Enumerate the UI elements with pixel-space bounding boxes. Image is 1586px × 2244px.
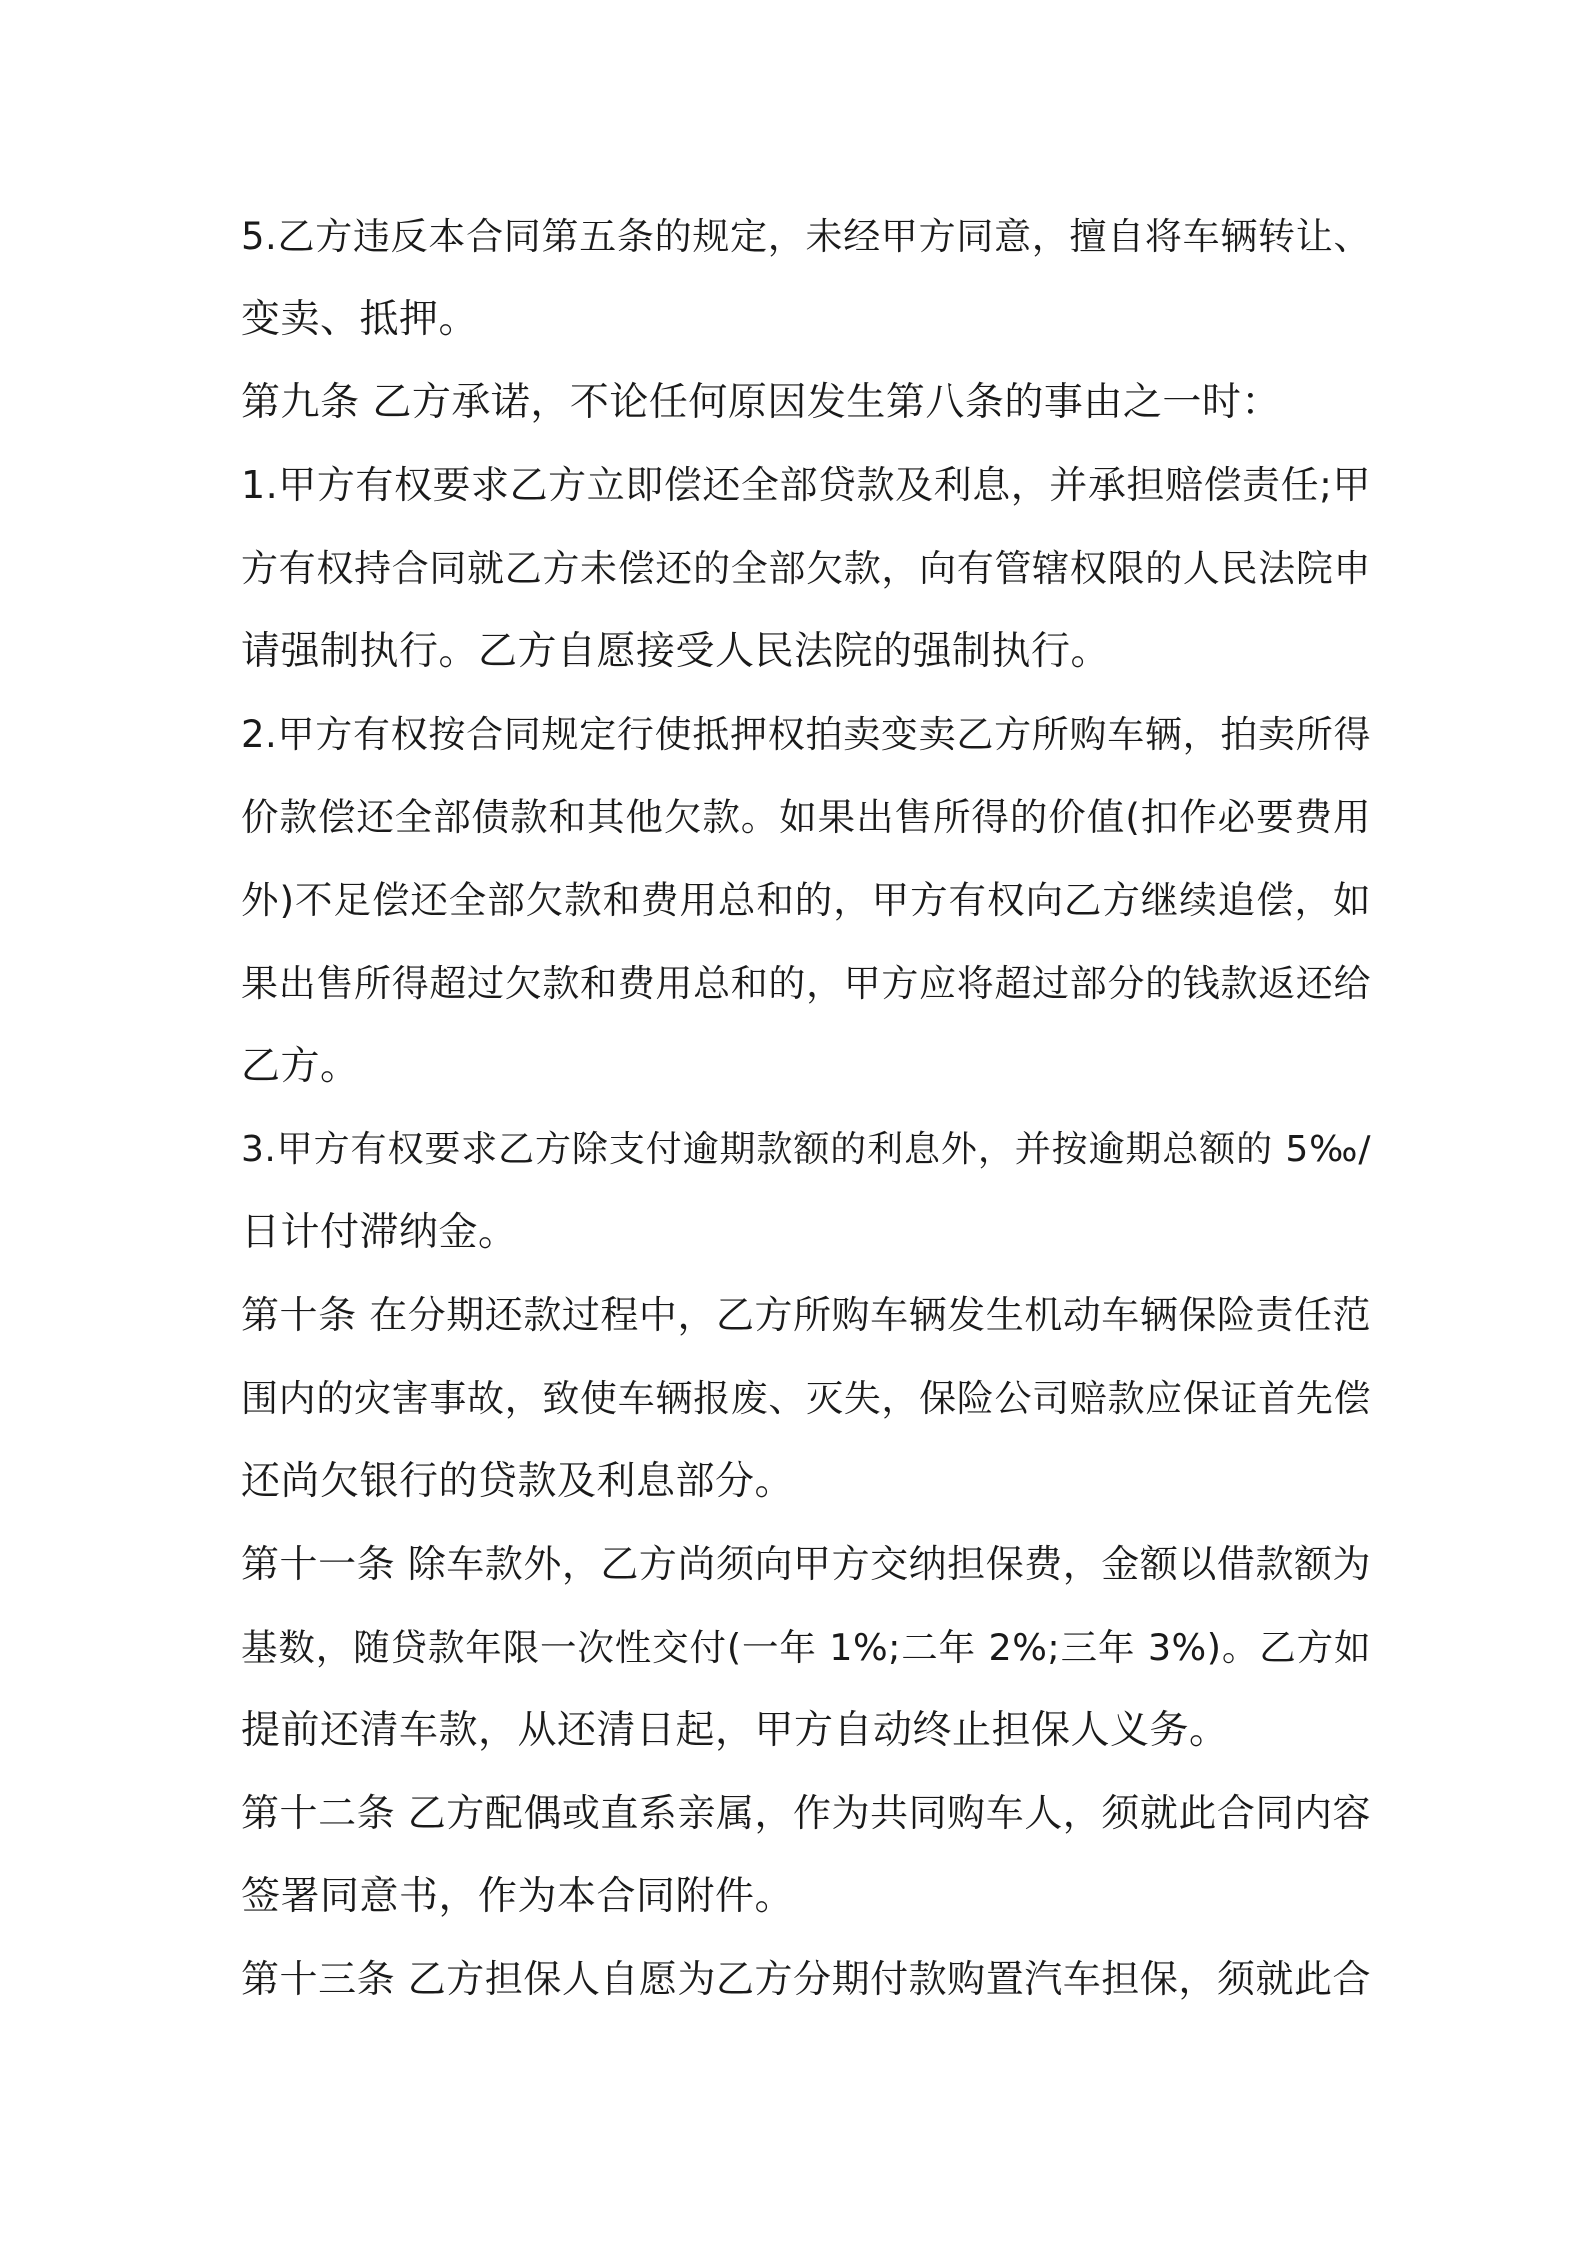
document-body — [241, 195, 1371, 2021]
text-line: 基数，随贷款年限一次性交付(一年 1%;二年 2%;三年 3%)。乙方如 — [241, 1626, 1371, 1669]
text-line: 第十二条 乙方配偶或直系亲属，作为共同购车人，须就此合同内容 — [241, 1791, 1371, 1835]
text-line: 5.乙方违反本合同第五条的规定，未经甲方同意，擅自将车辆转让、 — [241, 215, 1371, 258]
text-line: 第十一条 除车款外，乙方尚须向甲方交纳担保费，金额以借款额为 — [241, 1542, 1371, 1586]
text-line: 还尚欠银行的贷款及利息部分。 — [241, 1459, 795, 1504]
text-line: 价款偿还全部债款和其他欠款。如果出售所得的价值(扣作必要费用 — [241, 795, 1371, 839]
text-line: 乙方。 — [241, 1044, 360, 1089]
text-line: 围内的灾害事故，致使车辆报废、灭失，保险公司赔款应保证首先偿 — [241, 1377, 1371, 1420]
text-line: 3.甲方有权要求乙方除支付逾期款额的利息外，并按逾期总额的 5‰/ — [241, 1129, 1371, 1170]
text-line: 变卖、抵押。 — [241, 297, 479, 342]
text-line: 第九条 乙方承诺，不论任何原因发生第八条的事由之一时： — [241, 380, 1281, 425]
text-line: 果出售所得超过欠款和费用总和的，甲方应将超过部分的钱款返还给 — [241, 962, 1371, 1005]
text-line: 外)不足偿还全部欠款和费用总和的，甲方有权向乙方继续追偿，如 — [241, 878, 1371, 922]
text-line: 第十条 在分期还款过程中，乙方所购车辆发生机动车辆保险责任范 — [241, 1293, 1371, 1337]
text-line: 1.甲方有权要求乙方立即偿还全部贷款及利息，并承担赔偿责任;甲 — [241, 463, 1371, 507]
text-line: 第十三条 乙方担保人自愿为乙方分期付款购置汽车担保，须就此合 — [241, 1957, 1371, 2001]
text-line: 方有权持合同就乙方未偿还的全部欠款，向有管辖权限的人民法院申 — [241, 547, 1371, 590]
text-line: 请强制执行。乙方自愿接受人民法院的强制执行。 — [241, 629, 1111, 674]
text-line: 2.甲方有权按合同规定行使抵押权拍卖变卖乙方所购车辆，拍卖所得 — [241, 713, 1371, 756]
text-line: 提前还清车款，从还清日起，甲方自动终止担保人义务。 — [241, 1708, 1229, 1753]
text-line: 日计付滞纳金。 — [241, 1210, 518, 1255]
text-line: 签署同意书，作为本合同附件。 — [241, 1874, 795, 1919]
